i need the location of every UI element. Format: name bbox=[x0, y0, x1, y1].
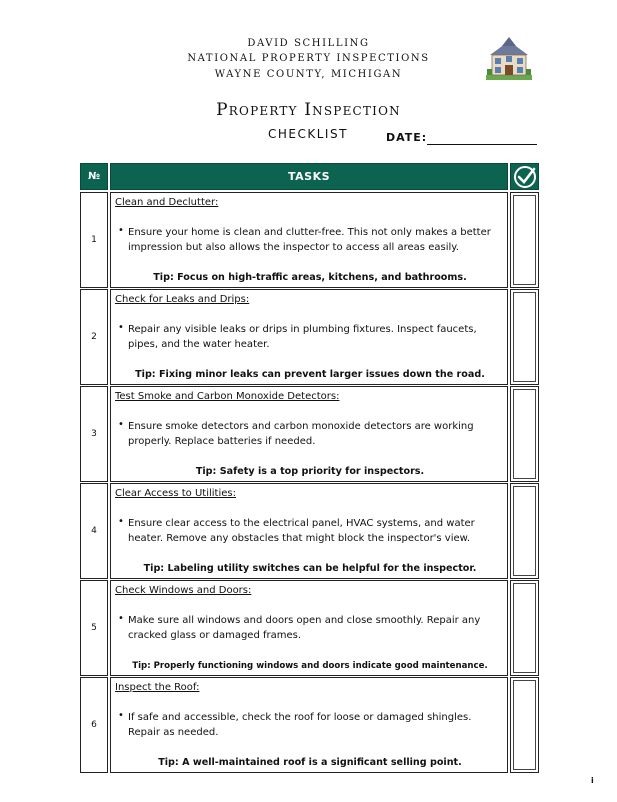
row-number: 2 bbox=[80, 289, 108, 385]
task-description: Ensure clear access to the electrical panel, HVAC systems, and water heater. Remove any obstacles that might block the inspector's view. bbox=[128, 518, 475, 544]
location: WAYNE COUNTY, MICHIGAN bbox=[214, 69, 403, 80]
checkbox-inner bbox=[513, 486, 536, 576]
row-number: 6 bbox=[80, 677, 108, 773]
task-tip: Tip: A well-maintained roof is a significant selling point. bbox=[158, 756, 462, 768]
task-title: Check Windows and Doors: bbox=[115, 585, 252, 596]
bullet: • bbox=[118, 710, 124, 721]
task-title: Inspect the Roof: bbox=[115, 682, 200, 693]
check-icon bbox=[513, 165, 537, 189]
checkbox-cell[interactable] bbox=[510, 483, 539, 579]
date-label: DATE: bbox=[386, 131, 428, 144]
task-description: Ensure your home is clean and clutter-free. This not only makes a better impression but also allows the inspector to access all areas easily. bbox=[128, 227, 491, 253]
checkbox-inner bbox=[513, 680, 536, 770]
task-description: Repair any visible leaks or drips in plumbing fixtures. Inspect faucets, pipes, and the water heater. bbox=[128, 324, 477, 350]
house-icon bbox=[484, 37, 534, 81]
inspector-name: DAVID SCHILLING bbox=[247, 38, 370, 49]
date-field[interactable] bbox=[427, 144, 537, 145]
checkbox-cell[interactable] bbox=[510, 289, 539, 385]
task-description: If safe and accessible, check the roof for loose or damaged shingles. Repair as needed. bbox=[128, 712, 472, 738]
checkbox-inner bbox=[513, 583, 536, 673]
task-title: Clear Access to Utilities: bbox=[115, 488, 236, 499]
checkbox-inner bbox=[513, 292, 536, 382]
checkbox-cell[interactable] bbox=[510, 192, 539, 288]
bullet: • bbox=[118, 322, 124, 333]
task-cell bbox=[110, 677, 508, 773]
task-tip: Tip: Labeling utility switches can be helpful for the inspector. bbox=[143, 562, 477, 574]
task-cell bbox=[110, 580, 508, 676]
column-check-header bbox=[510, 163, 539, 190]
task-cell bbox=[110, 483, 508, 579]
task-cell bbox=[110, 386, 508, 482]
task-tip: Tip: Fixing minor leaks can prevent larger issues down the road. bbox=[135, 368, 485, 380]
page-subtitle: CHECKLIST bbox=[268, 127, 348, 141]
task-tip: Tip: Properly functioning windows and doors indicate good maintenance. bbox=[132, 660, 488, 671]
task-tip: Tip: Safety is a top priority for inspectors. bbox=[195, 465, 425, 477]
checkbox-cell[interactable] bbox=[510, 677, 539, 773]
bullet: • bbox=[118, 613, 124, 624]
task-cell bbox=[110, 192, 508, 288]
column-tasks-header: TASKS bbox=[110, 163, 508, 190]
task-tip: Tip: Focus on high-traffic areas, kitchens, and bathrooms. bbox=[153, 271, 467, 283]
bullet: • bbox=[118, 419, 124, 430]
task-title: Clean and Declutter: bbox=[115, 197, 219, 208]
bullet: • bbox=[118, 516, 124, 527]
checkbox-cell[interactable] bbox=[510, 386, 539, 482]
row-number: 4 bbox=[80, 483, 108, 579]
checkbox-inner bbox=[513, 389, 536, 479]
task-description: Ensure smoke detectors and carbon monoxide detectors are working properly. Replace batteries if needed. bbox=[128, 421, 474, 447]
row-number: 5 bbox=[80, 580, 108, 676]
company-name: NATIONAL PROPERTY INSPECTIONS bbox=[187, 53, 430, 64]
task-cell bbox=[110, 289, 508, 385]
row-number: 1 bbox=[80, 192, 108, 288]
task-title: Test Smoke and Carbon Monoxide Detectors: bbox=[115, 391, 340, 402]
page-marker: ⅰ bbox=[591, 776, 594, 785]
task-description: Make sure all windows and doors open and close smoothly. Repair any cracked glass or damaged frames. bbox=[128, 615, 481, 641]
title-text: Property Inspection bbox=[216, 100, 401, 120]
column-number-header: № bbox=[80, 163, 108, 190]
checkbox-inner bbox=[513, 195, 536, 285]
task-title: Check for Leaks and Drips: bbox=[115, 294, 250, 305]
checkbox-cell[interactable] bbox=[510, 580, 539, 676]
page-title bbox=[0, 100, 617, 120]
bullet: • bbox=[118, 225, 124, 236]
row-number: 3 bbox=[80, 386, 108, 482]
